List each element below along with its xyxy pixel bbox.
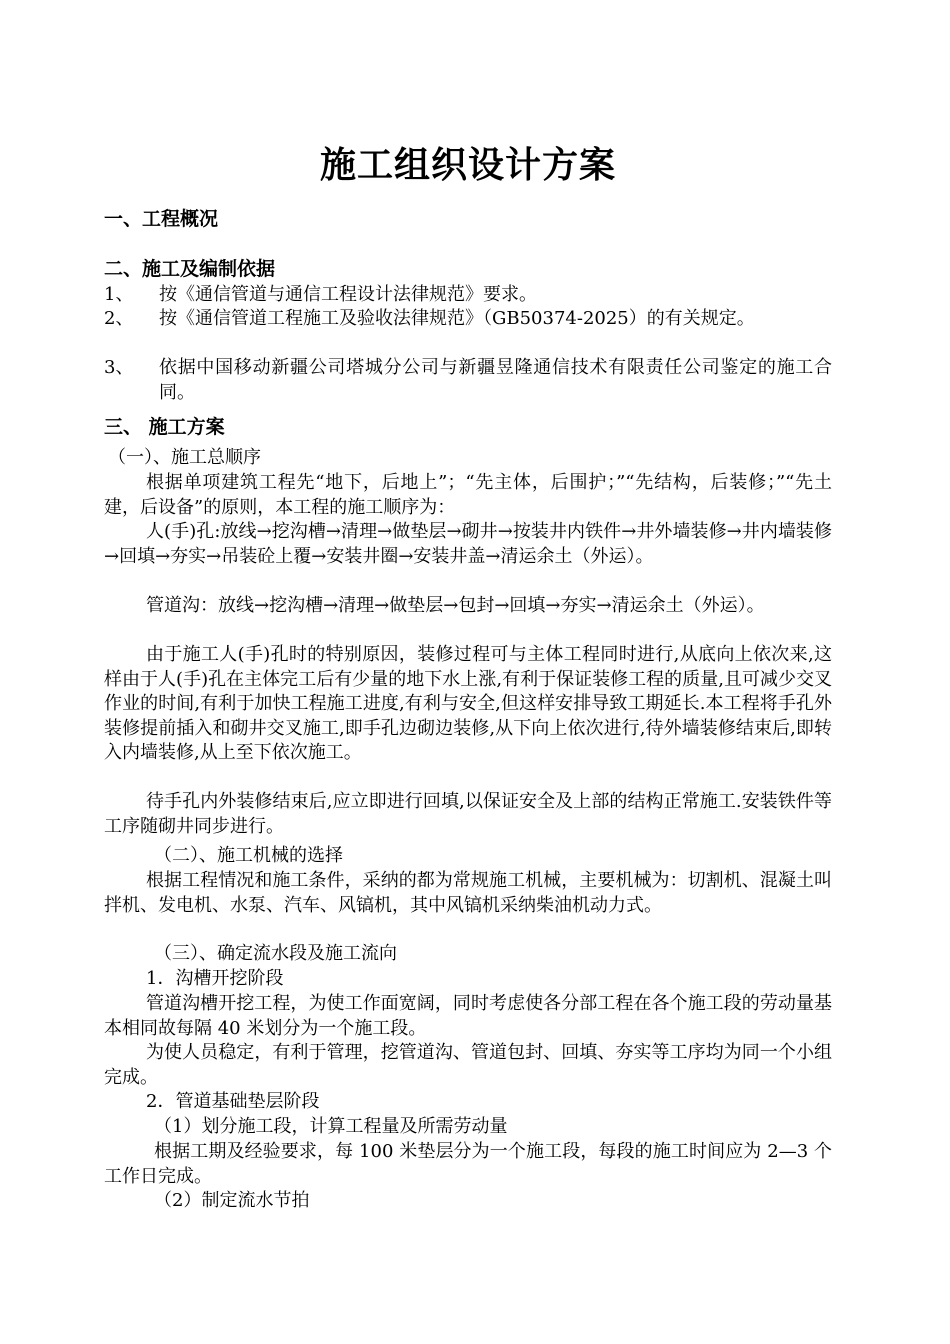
basis-item-2: [104, 307, 832, 332]
basis-item-text: 按《通信管道与通信工程设计法律规范》要求。: [159, 284, 537, 305]
subsection-flow: （三）、确定流水段及施工流向: [154, 943, 397, 964]
paragraph-period: 根据工期及经验要求，每 100 米垫层分为一个施工段，每段的施工时间应为 2—3 个工作日完成。: [104, 1141, 832, 1187]
basis-item-number: 2、: [104, 308, 134, 329]
substep-divide: （1）划分施工段，计算工程量及所需劳动量: [154, 1116, 508, 1137]
paragraph-machinery: 根据工程情况和施工条件，采纳的都为常规施工机械，主要机械为：切割机、混凝土叫拌机、发电机、水泵、汽车、风镐机，其中风镐机采纳柴油机动力式。: [104, 870, 832, 916]
subsection-machinery: （二）、施工机械的选择: [154, 845, 343, 866]
basis-item-1: [104, 283, 832, 308]
step-trench: 1．沟槽开挖阶段: [146, 968, 284, 989]
paragraph-manhole-sequence: 人(手)孔:放线→挖沟槽→清理→做垫层→砌井→按装井内铁件→井外墙装修→井内墙装修→回填→夯实→吊装砼上覆→安装井圈→安装井盖→清运余土（外运）。: [104, 521, 832, 567]
section-heading-basis: 二、施工及编制依据: [104, 258, 276, 280]
basis-item-number: 3、: [104, 357, 134, 378]
paragraph-team: 为使人员稳定，有利于管理，挖管道沟、管道包封、回填、夯实等工序均为同一个小组完成。: [104, 1042, 832, 1088]
basis-item-number: 1、: [104, 284, 134, 305]
basis-item-text: 依据中国移动新疆公司塔城分公司与新疆昱隆通信技术有限责任公司鉴定的施工合同。: [159, 357, 832, 403]
subsection-order: （一）、施工总顺序: [108, 447, 261, 468]
paragraph-backfill: 待手孔内外装修结束后,应立即进行回填,以保证安全及上部的结构正常施工.安装铁件等工序随砌井同步进行。: [104, 791, 832, 837]
paragraph-order: 根据单项建筑工程先“地下，后地上”；“先主体，后围护；”“先结构，后装修；”“先土建，后设备”的原则，本工程的施工顺序为：: [104, 472, 832, 518]
section-heading-plan: 三、 施工方案: [104, 416, 225, 438]
section-heading-overview: 一、工程概况: [104, 208, 219, 230]
basis-item-3: [104, 356, 832, 405]
paragraph-pipe-sequence: 管道沟：放线→挖沟槽→清理→做垫层→包封→回填→夯实→清运余土（外运）。: [146, 595, 765, 616]
substep-rhythm: （2）制定流水节拍: [154, 1190, 310, 1211]
step-foundation: 2．管道基础垫层阶段: [146, 1091, 320, 1112]
paragraph-trench: 管道沟槽开挖工程，为使工作面宽阔，同时考虑使各分部工程在各个施工段的劳动量基本相同故每隔 40 米划分为一个施工段。: [104, 993, 832, 1039]
basis-item-text: 按《通信管道工程施工及验收法律规范》（GB50374-2025）的有关规定。: [159, 308, 755, 329]
document-title: 施工组织设计方案: [319, 145, 616, 186]
paragraph-reason: 由于施工人(手)孔时的特别原因，装修过程可与主体工程同时进行,从底向上依次来,这样由于人(手)孔在主体完工后有少量的地下水上涨,有利于保证装修工程的质量,且可减少交叉作业的时间,有利于加快工程施工进度,有利与安全,但这样安排导致工期延长.本工程将手孔外装修提前插入和砌井交叉施工,即手孔边砌边装修,从下向上依次进行,待外墙装修结束后,即转入内墙装修,从上至下依次施工。: [104, 644, 832, 763]
